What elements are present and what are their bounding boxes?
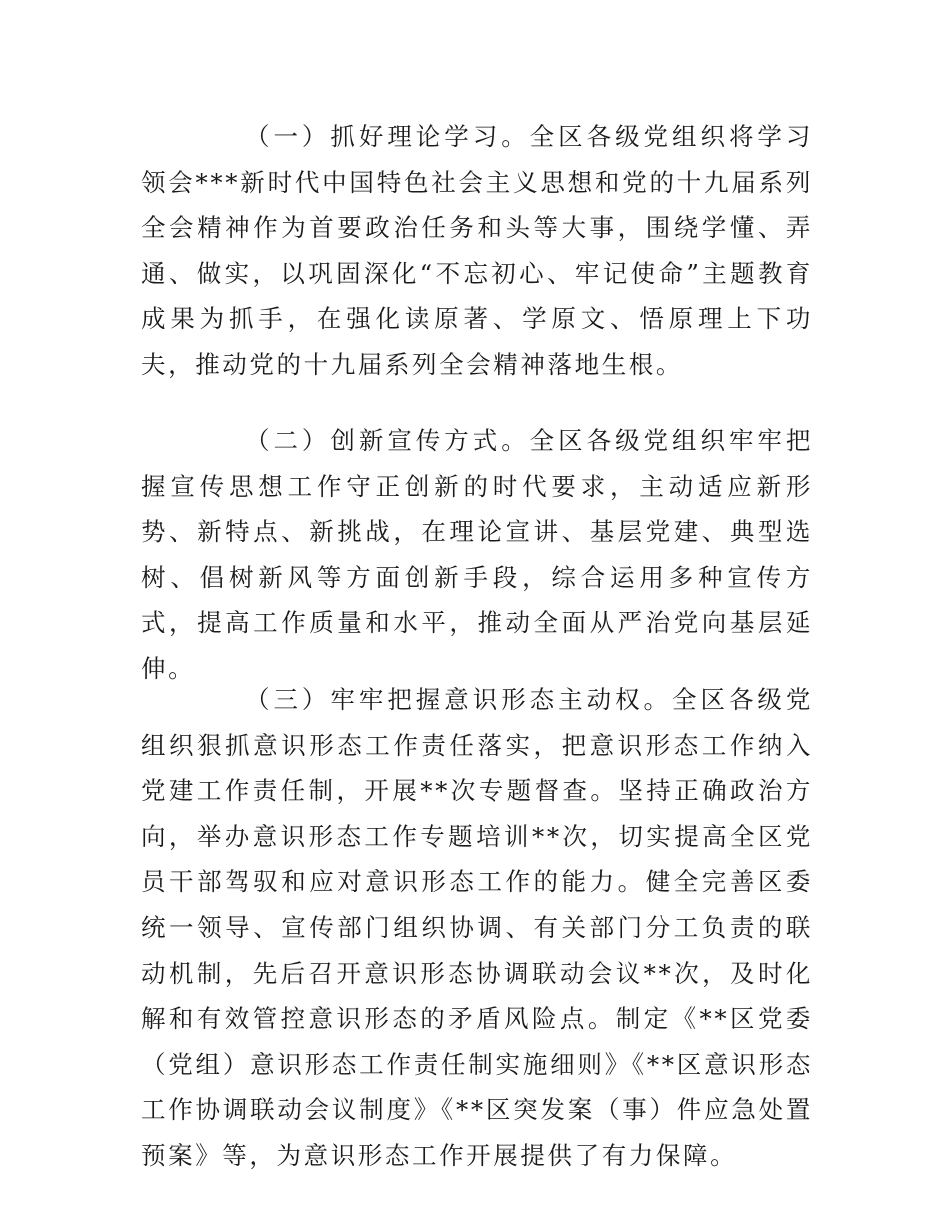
paragraph-theory-study: （一）抓好理论学习。全区各级党组织将学习领会***新时代中国特色社会主义思想和党的十九届系列全会精神作为首要政治任务和头等大事，围绕学懂、弄通、做实，以巩固深化“不忘初心、牢记使命”主题教育成果为抓手，在强化读原著、学原文、悟原理上下功夫，推动党的十九届系列全会精神落地生根。 bbox=[141, 122, 813, 379]
paragraph-ideology-initiative: （三）牢牢把握意识形态主动权。全区各级党组织狠抓意识形态工作责任落实，把意识形态工作纳入党建工作责任制，开展**次专题督查。坚持正确政治方向，举办意识形态工作专题培训**次，切实提高全区党员干部驾驭和应对意识形态工作的能力。健全完善区委统一领导、宣传部门组织协调、有关部门分工负责的联动机制，先后召开意识形态协调联动会议**次，及时化解和有效管控意识形态的矛盾风险点。制定《**区党委（党组）意识形态工作责任制实施细则》《**区意识形态工作协调联动会议制度》《**区突发案（事）件应急处置预案》等，为意识形态工作开展提供了有力保障。 bbox=[141, 685, 813, 1170]
paragraph-publicity-innovation: （二）创新宣传方式。全区各级党组织牢牢把握宣传思想工作守正创新的时代要求，主动适应新形势、新特点、新挑战，在理论宣讲、基层党建、典型选树、倡树新风等方面创新手段，综合运用多种宣传方式，提高工作质量和水平，推动全面从严治党向基层延伸。 bbox=[141, 426, 813, 683]
